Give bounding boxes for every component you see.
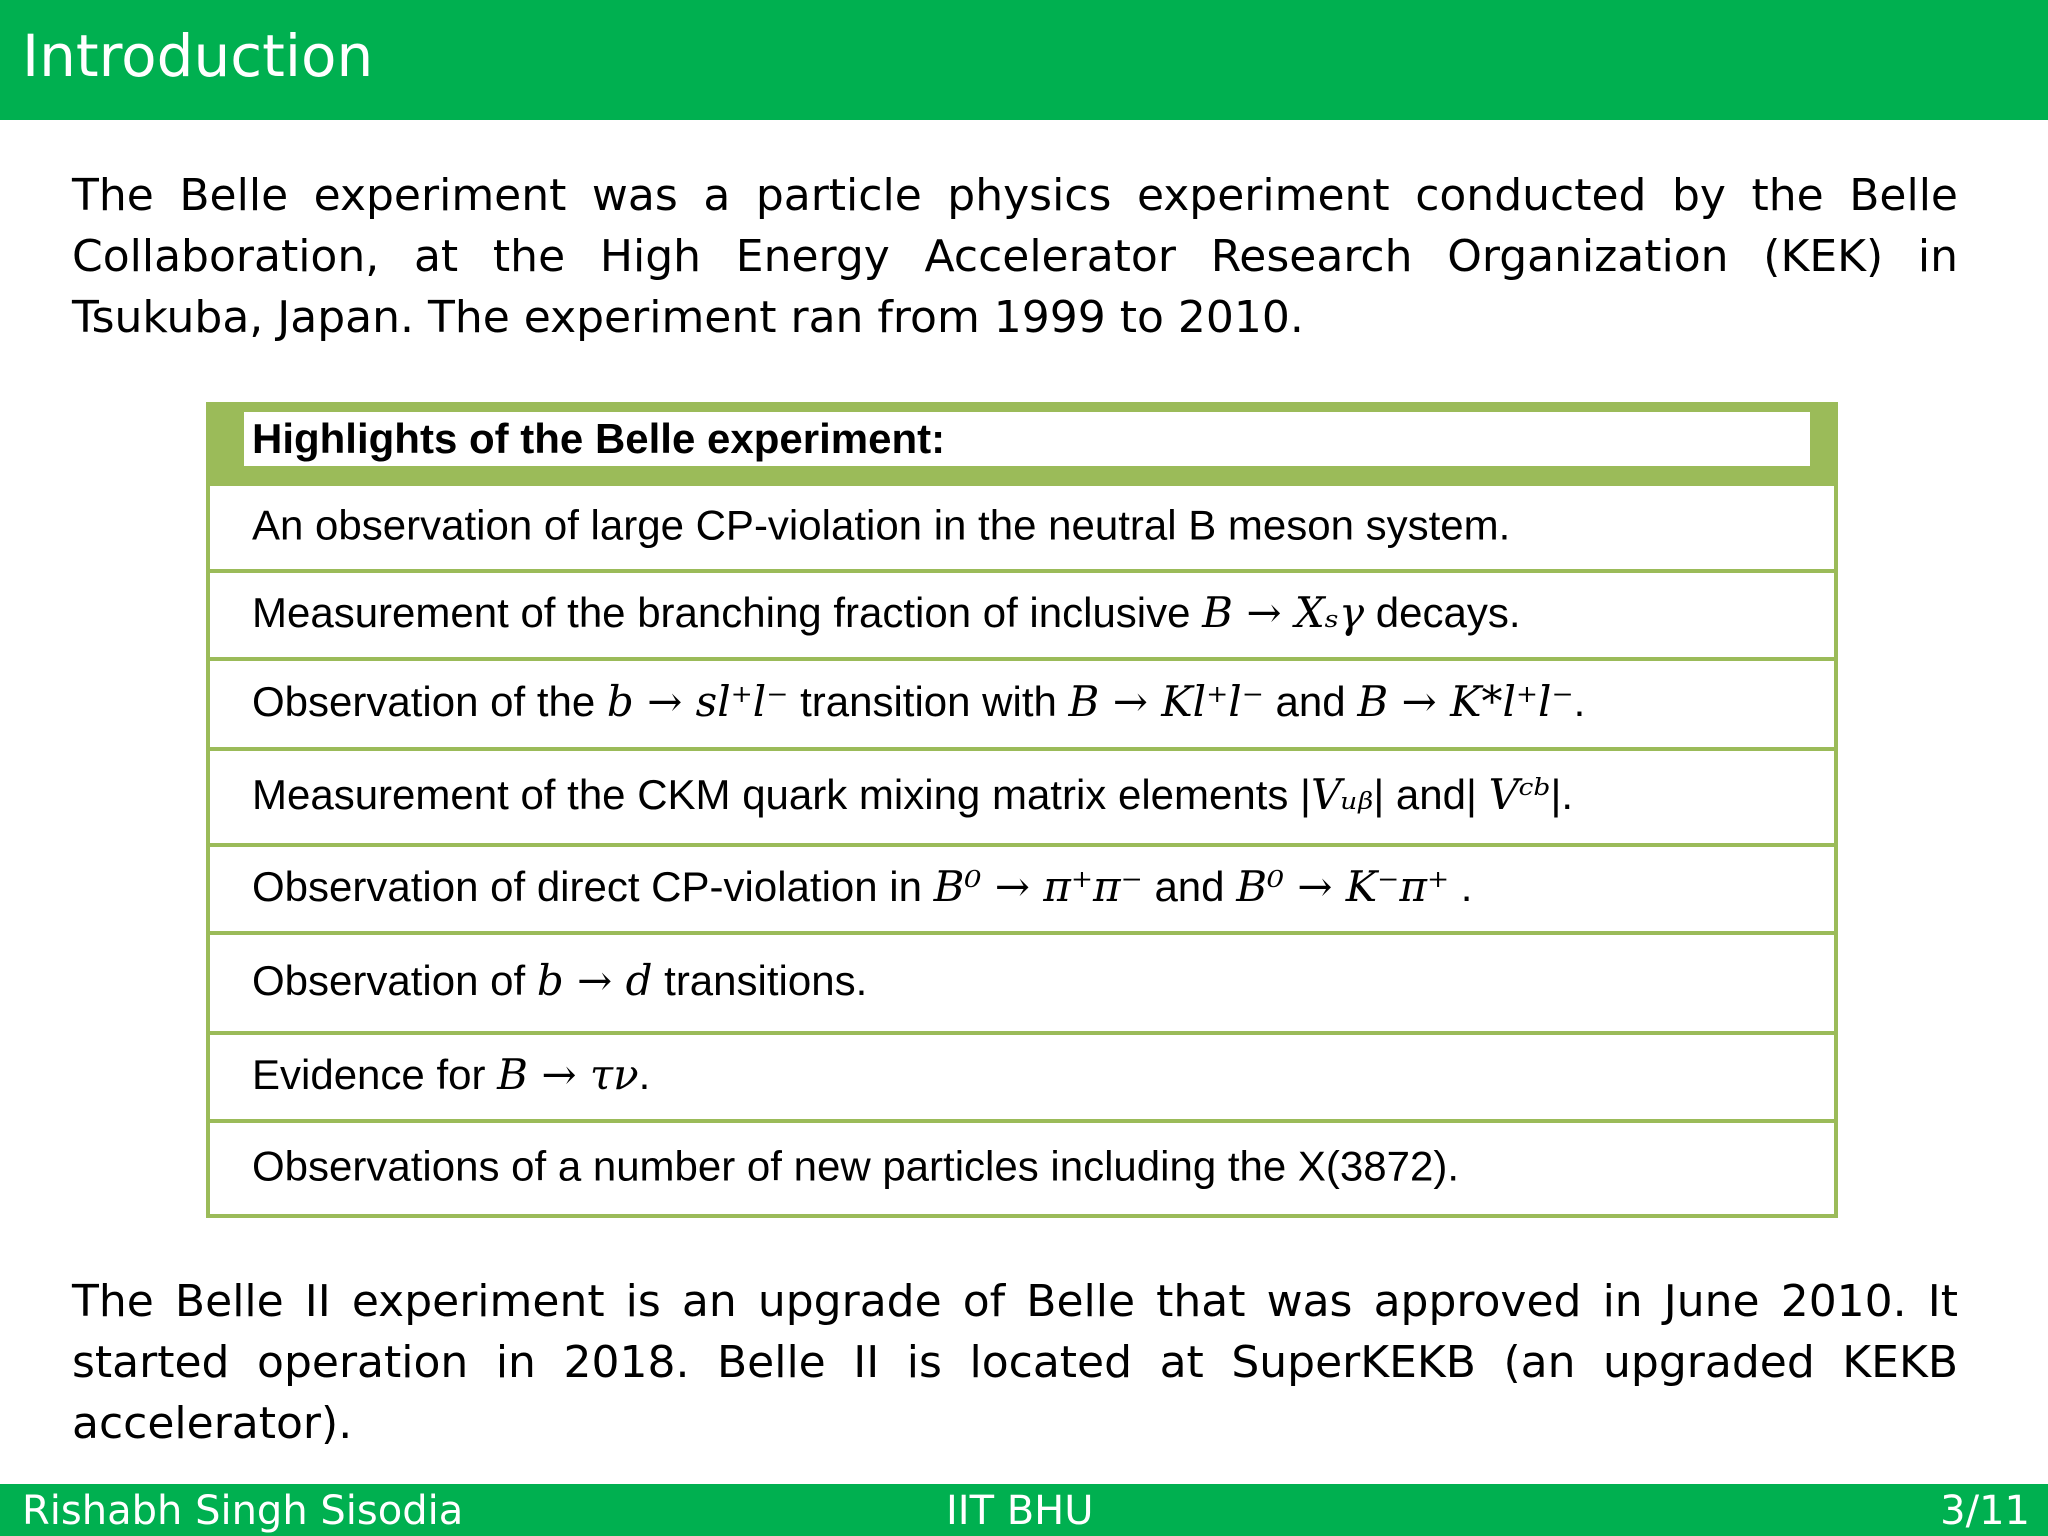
footer-bar xyxy=(0,1484,2048,1536)
highlight-row xyxy=(210,1123,1834,1214)
intro-paragraph: The Belle experiment was a particle physics experiment conducted by the Belle Collaboration, at the High Energy Accelerator Research Organization (KEK) in Tsukuba, Japan. The experiment ran from 1999 to 2010. xyxy=(72,170,1958,343)
math-expression: B → K*l⁺l⁻ xyxy=(1357,677,1574,727)
highlight-row xyxy=(210,661,1834,751)
math-expression: B → τν xyxy=(497,1050,639,1100)
highlights-title: Highlights of the Belle experiment: xyxy=(252,415,946,462)
highlight-row xyxy=(210,847,1834,935)
highlight-row xyxy=(210,1035,1834,1123)
math-expression: B → Kl⁺l⁻ xyxy=(1068,677,1264,727)
math-expression: Vᶜᵇ xyxy=(1488,770,1551,820)
math-expression: B⁰ → π⁺π⁻ xyxy=(933,862,1143,912)
footer-author: Rishabh Singh Sisodia xyxy=(22,1488,464,1534)
highlight-row xyxy=(210,751,1834,847)
highlight-text: Observation of b → d transitions. xyxy=(252,956,868,1006)
highlight-text: Measurement of the branching fraction of inclusive B → Xₛγ decays. xyxy=(252,588,1521,638)
highlight-text: An observation of large CP-violation in the neutral B meson system. xyxy=(252,501,1511,549)
math-expression: b → d xyxy=(536,956,653,1006)
footer-page-number: 3/11 xyxy=(1940,1488,2030,1534)
closing-paragraph: The Belle II experiment is an upgrade of Belle that was approved in June 2010. It started operation in 2018. Belle II is located at SuperKEKB (an upgraded KEKB accelerator). xyxy=(72,1276,1958,1449)
math-expression: b → sl⁺l⁻ xyxy=(606,677,789,727)
highlight-row xyxy=(210,573,1834,661)
highlight-row xyxy=(210,486,1834,573)
highlight-text: Evidence for B → τν. xyxy=(252,1050,651,1100)
highlights-table xyxy=(206,402,1838,1218)
math-expression: Vᵤᵦ xyxy=(1310,770,1374,820)
highlights-header-band xyxy=(210,406,1834,486)
highlight-text: Observation of the b → sl⁺l⁻ transition with B → Kl⁺l⁻ and B → K*l⁺l⁻. xyxy=(252,677,1586,727)
title-bar xyxy=(0,0,2048,120)
slide-title: Introduction xyxy=(22,22,374,90)
math-expression: B⁰ → K⁻π⁺ xyxy=(1236,862,1450,912)
highlight-text: Observations of a number of new particles including the X(3872). xyxy=(252,1142,1459,1190)
footer-institution: IIT BHU xyxy=(946,1488,1094,1534)
highlight-text: Measurement of the CKM quark mixing matrix elements |Vᵤᵦ| and| Vᶜᵇ|. xyxy=(252,770,1574,820)
math-expression: B → Xₛγ xyxy=(1202,588,1365,638)
highlight-text: Observation of direct CP-violation in B⁰ → π⁺π⁻ and B⁰ → K⁻π⁺ . xyxy=(252,862,1473,912)
highlight-row xyxy=(210,935,1834,1035)
highlights-rows xyxy=(210,486,1834,1214)
